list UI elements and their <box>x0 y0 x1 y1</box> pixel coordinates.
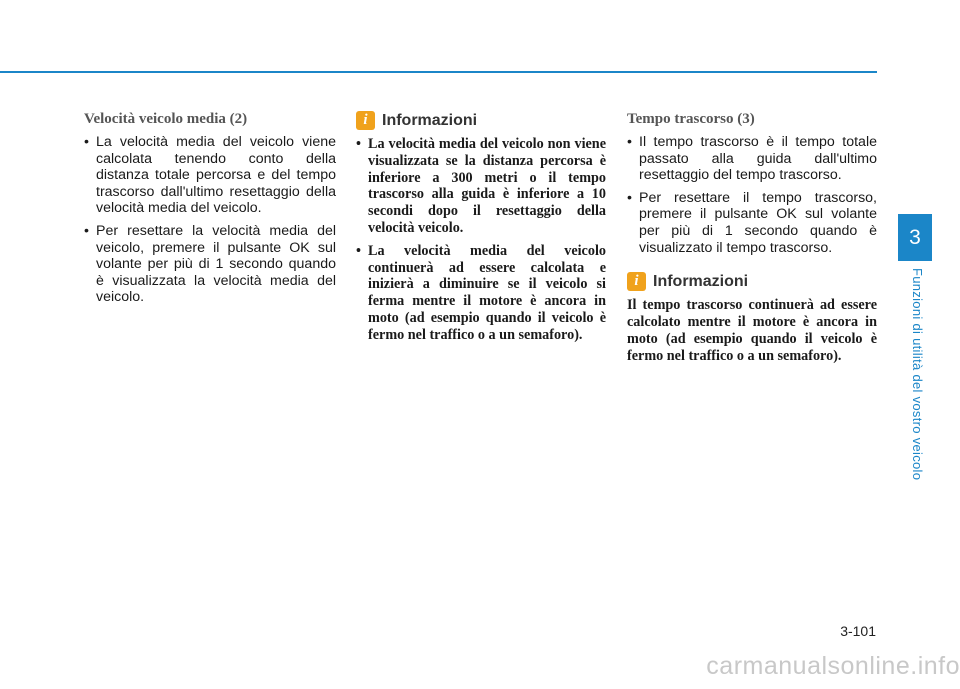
info-elapsed-text: Il tempo trascorso continuerà ad essere calcolato mentre il motore è ancora in moto (ad esempio quando il veicolo è fermo nel traffico o a un semaforo). <box>627 297 877 364</box>
list-item: • Per resettare il tempo trascorso, premere il pulsante OK sul volante per più di 1 secondo quando è visualizzato il tempo trascorso. <box>627 190 877 256</box>
average-speed-list <box>84 134 336 306</box>
column-elapsed-time <box>627 111 877 364</box>
info-icon: i <box>627 272 646 291</box>
page-number: 3-101 <box>840 623 876 639</box>
list-item: • La velocità media del veicolo non viene visualizzata se la distanza percorsa è inferiore a 300 metri o il tempo trascorso alla guida è inferiore a 10 secondi dopo il resettaggio della velocità veicolo. <box>356 136 606 237</box>
list-item: • Per resettare la velocità media del veicolo, premere il pulsante OK sul volante per più di 1 secondo quando è visualizzata la velocità media del veicolo. <box>84 223 336 306</box>
info-title: Informazioni <box>653 272 749 290</box>
column-average-speed <box>84 111 336 312</box>
chapter-tab: 3 <box>898 214 932 261</box>
info-title: Informazioni <box>382 111 478 129</box>
section-title-average-speed: Velocità veicolo media (2) <box>84 111 248 127</box>
info-header <box>627 272 877 291</box>
list-item: • La velocità media del veicolo continuerà ad essere calcolata e inizierà a diminuire se il veicolo si ferma mentre il motore è ancora in moto (ad esempio quando il veicolo è fermo nel traffico o a un semaforo). <box>356 243 606 344</box>
info-icon: i <box>356 111 375 130</box>
list-item: • La velocità media del veicolo viene calcolata tenendo conto della distanza totale percorsa e del tempo trascorso dall'ultimo resettaggio della velocità media del veicolo. <box>84 134 336 217</box>
chapter-label: Funzioni di utilità del vostro veicolo <box>910 268 925 481</box>
list-item: • Il tempo trascorso è il tempo totale passato alla guida dall'ultimo resettaggio del tempo trascorso. <box>627 134 877 184</box>
column-info-average <box>356 111 606 350</box>
section-title-elapsed-time: Tempo trascorso (3) <box>627 111 755 127</box>
header-rule <box>0 71 877 73</box>
info-average-list <box>356 136 606 344</box>
elapsed-time-list <box>627 134 877 256</box>
watermark: carmanualsonline.info <box>706 652 960 680</box>
info-header <box>356 111 606 130</box>
